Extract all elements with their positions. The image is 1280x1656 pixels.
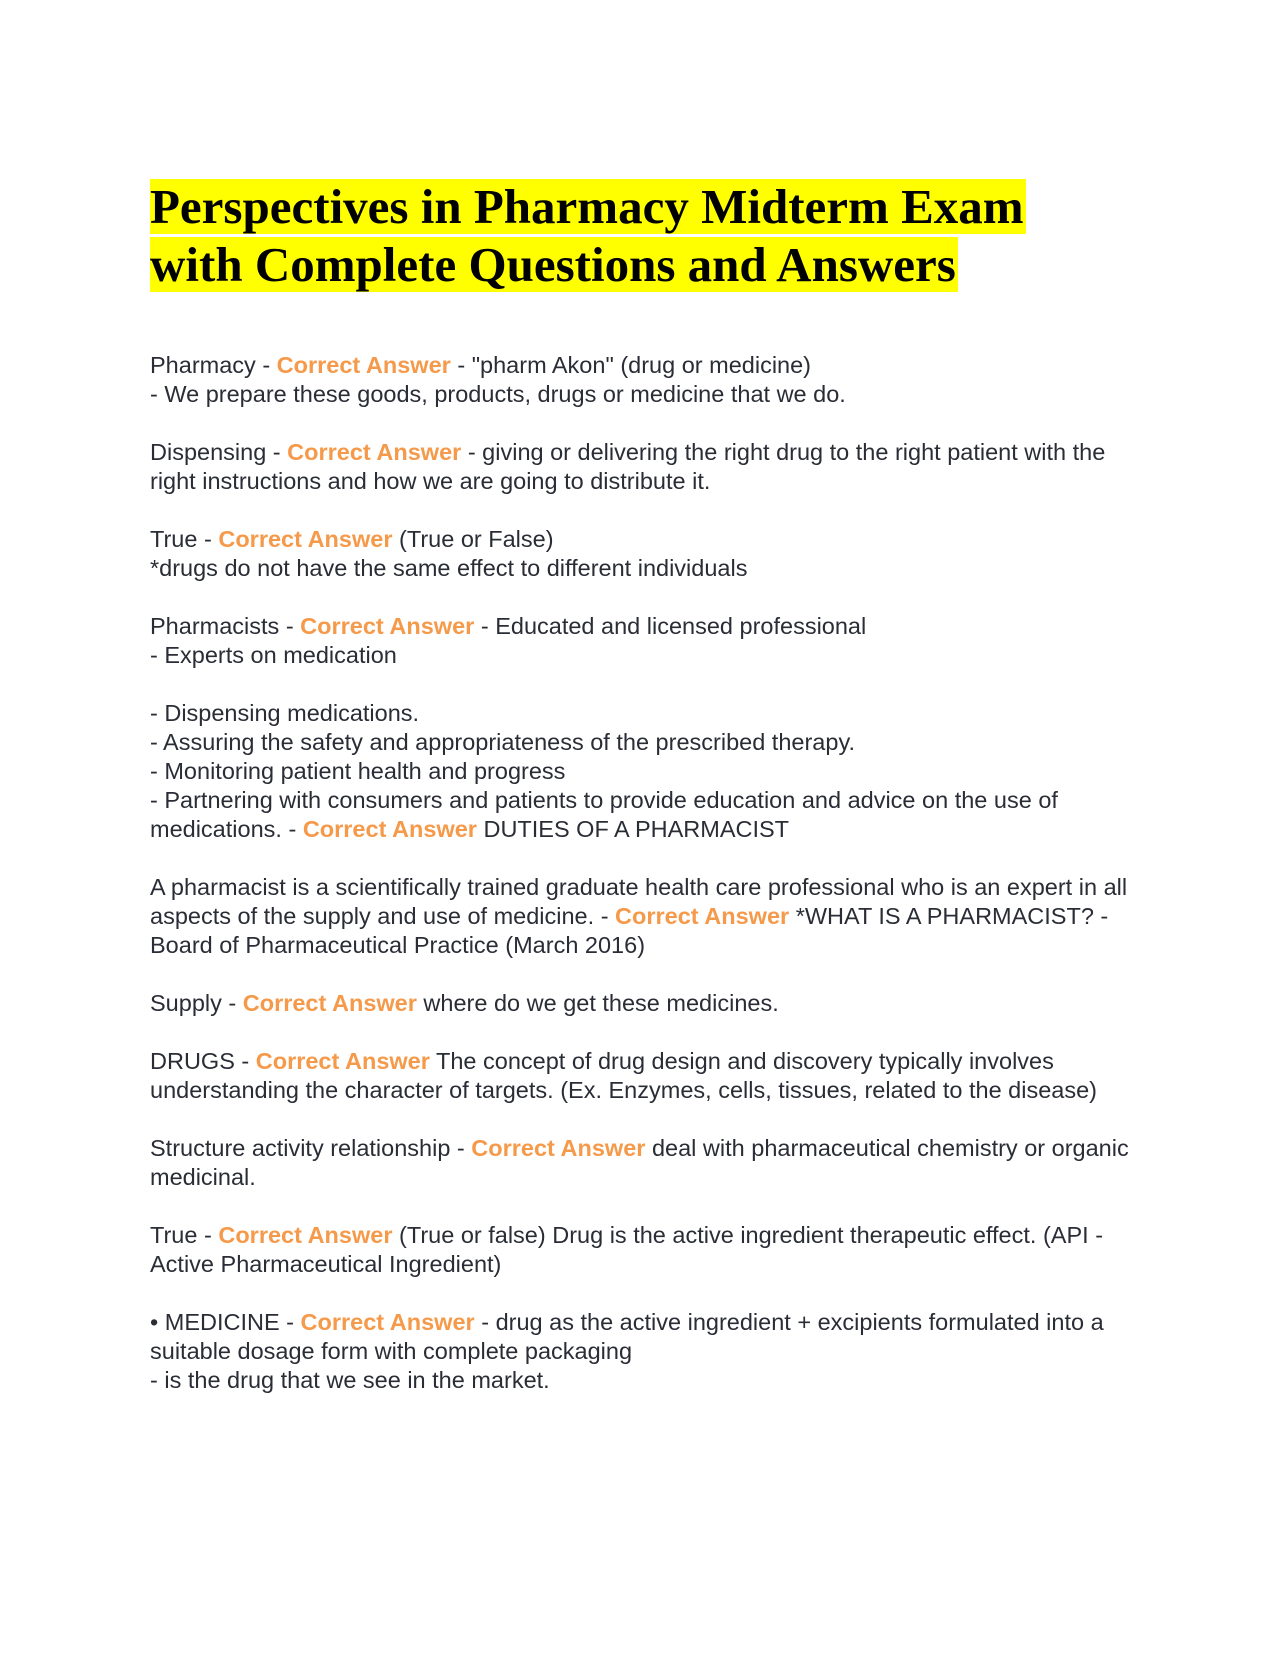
qa-entry bbox=[150, 525, 1130, 583]
qa-entry bbox=[150, 989, 1130, 1018]
title-line-1: Perspectives in Pharmacy Midterm Exam bbox=[150, 179, 1024, 234]
correct-answer-label: Correct Answer bbox=[471, 1135, 646, 1161]
qa-entry bbox=[150, 1221, 1130, 1279]
qa-entry bbox=[150, 699, 1130, 844]
correct-answer-label: Correct Answer bbox=[300, 613, 475, 639]
qa-entry bbox=[150, 1134, 1136, 1192]
correct-answer-label: Correct Answer bbox=[218, 526, 393, 552]
entry-question: Pharmacy - bbox=[150, 352, 277, 378]
correct-answer-label: Correct Answer bbox=[218, 1222, 393, 1248]
correct-answer-label: Correct Answer bbox=[255, 1048, 430, 1074]
entry-answer: where do we get these medicines. bbox=[416, 990, 779, 1016]
entry-question: - Dispensing medications. - Assuring the safety and appropriateness of the prescribed therapy. - Monitoring patient health and progress - Partnering with consumers and patients to provide education and advice on the use of medications. - bbox=[150, 700, 1058, 842]
entry-question: True - bbox=[150, 526, 219, 552]
entry-answer: *WHAT IS A PHARMACIST? - Board of Pharmaceutical Practice (March 2016) bbox=[150, 903, 1115, 958]
qa-entry bbox=[150, 873, 1134, 960]
title-highlight bbox=[150, 179, 1026, 292]
entry-answer: (True or False) *drugs do not have the same effect to different individuals bbox=[150, 526, 748, 581]
qa-entry bbox=[150, 1047, 1130, 1105]
correct-answer-label: Correct Answer bbox=[242, 990, 417, 1016]
entry-answer: deal with pharmaceutical chemistry or organic medicinal. bbox=[150, 1135, 1136, 1190]
qa-list bbox=[150, 351, 1136, 1395]
entry-question: • MEDICINE - bbox=[150, 1309, 301, 1335]
entry-answer: - drug as the active ingredient + excipients formulated into a suitable dosage form with complete packaging - is the drug that we see in the market. bbox=[150, 1309, 1104, 1393]
correct-answer-label: Correct Answer bbox=[287, 439, 462, 465]
entry-question: DRUGS - bbox=[150, 1048, 256, 1074]
qa-entry bbox=[150, 1308, 1130, 1395]
entry-question: True - bbox=[150, 1222, 219, 1248]
entry-question: Structure activity relationship - bbox=[150, 1135, 472, 1161]
document-page bbox=[150, 178, 1136, 1424]
title-line-2: with Complete Questions and Answers bbox=[150, 237, 956, 292]
correct-answer-label: Correct Answer bbox=[300, 1309, 475, 1335]
correct-answer-label: Correct Answer bbox=[302, 816, 477, 842]
correct-answer-label: Correct Answer bbox=[615, 903, 790, 929]
qa-entry bbox=[150, 438, 1130, 496]
entry-answer: (True or false) Drug is the active ingredient therapeutic effect. (API - Active Pharmaceutical Ingredient) bbox=[150, 1222, 1109, 1277]
qa-entry bbox=[150, 612, 1130, 670]
entry-answer: - "pharm Akon" (drug or medicine) - We prepare these goods, products, drugs or medicine that we do. bbox=[150, 352, 846, 407]
entry-question: Supply - bbox=[150, 990, 243, 1016]
entry-answer: - Educated and licensed professional - Experts on medication bbox=[150, 613, 867, 668]
entry-question: Dispensing - bbox=[150, 439, 288, 465]
document-title bbox=[150, 178, 1130, 294]
qa-entry bbox=[150, 351, 1130, 409]
entry-answer: The concept of drug design and discovery typically involves understanding the character of targets. (Ex. Enzymes, cells, tissues, related to the disease) bbox=[150, 1048, 1097, 1103]
entry-answer: - giving or delivering the right drug to the right patient with the right instructions and how we are going to distribute it. bbox=[150, 439, 1112, 494]
correct-answer-label: Correct Answer bbox=[276, 352, 451, 378]
entry-question: A pharmacist is a scientifically trained graduate health care professional who is an expert in all aspects of the supply and use of medicine. - bbox=[150, 874, 1134, 929]
entry-answer: DUTIES OF A PHARMACIST bbox=[476, 816, 790, 842]
entry-question: Pharmacists - bbox=[150, 613, 301, 639]
